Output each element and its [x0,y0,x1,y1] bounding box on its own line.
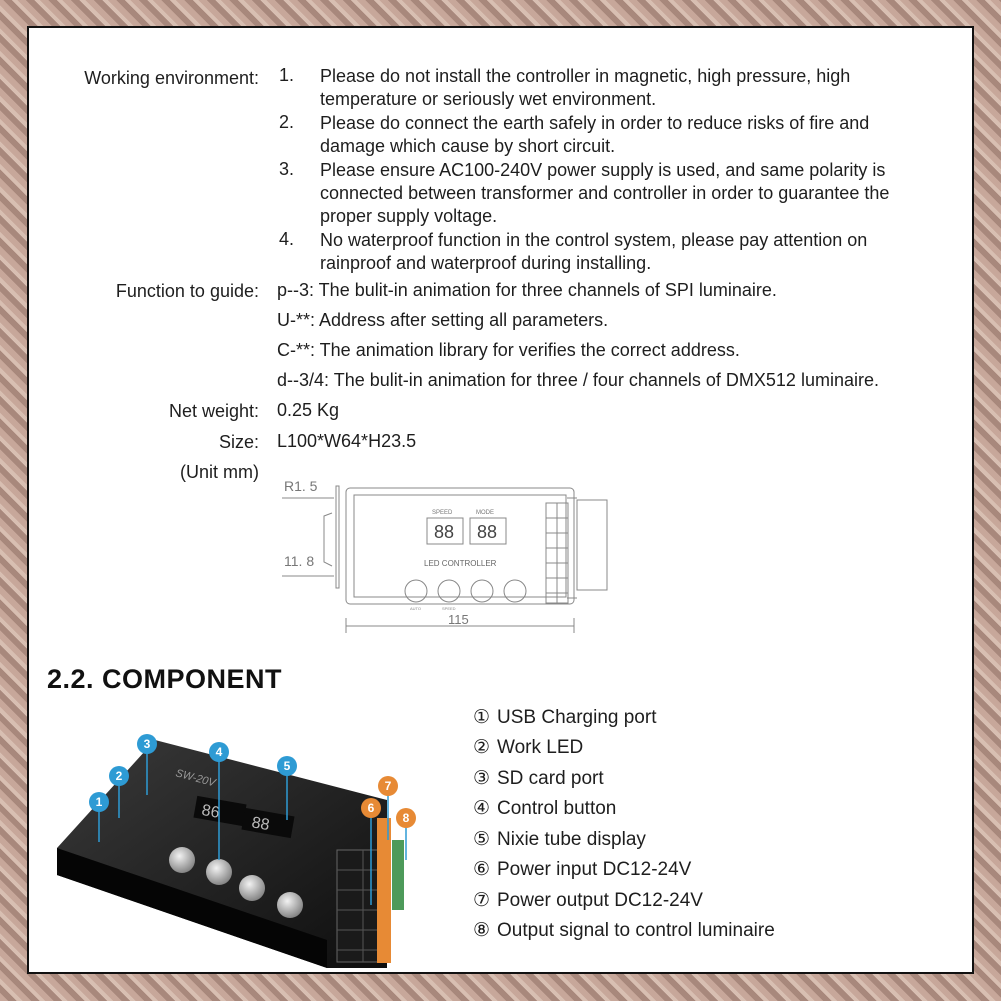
signal-terminal-green [392,840,404,910]
brand-label: SW-20V [174,767,217,790]
spec-sheet [27,26,974,974]
component-item: ③ SD card port [473,768,604,789]
component-item: ④ Control button [473,798,617,819]
svg-text:5: 5 [283,759,291,773]
size-value: L100*W64*H23.5 [277,431,417,451]
auto-text: AUTO [410,606,422,611]
speed-text: SPEED [432,510,453,516]
function-line: C-**: The animation library for verifies the correct address. [277,340,740,360]
svg-text:2: 2 [115,769,123,783]
net-weight-value: 0.25 Kg [277,400,340,420]
radius-dimension: R1. 5 [284,478,318,494]
height-dimension: 11. 8 [284,553,315,569]
power-terminal-orange [377,818,391,963]
width-dimension: 115 [448,612,469,627]
size-label: Size: [218,432,259,452]
list-number: 4. [279,229,295,249]
list-item: No waterproof function in the control system, please pay attention on rainproof and waterproof during installing. [320,230,868,273]
list-item: Please do not install the controller in magnetic, high pressure, high temperature or seriously wet environment. [320,66,851,109]
control-button [206,859,232,885]
product-photo [47,700,427,968]
list-number: 2. [279,112,295,132]
svg-text:3: 3 [143,737,151,751]
component-item: ⑤ Nixie tube display [473,829,646,850]
net-weight-label: Net weight: [168,401,259,421]
component-heading: 2.2. COMPONENT [47,664,283,694]
component-item: ⑧ Output signal to control luminaire [473,920,775,941]
display-digits: 88 [477,522,498,542]
control-button [277,892,303,918]
svg-text:1: 1 [95,795,103,809]
control-button [239,875,265,901]
component-item: ① USB Charging port [473,707,657,728]
list-number: 3. [279,159,295,179]
list-number: 1. [279,65,295,85]
unit-label: (Unit mm) [180,462,259,482]
function-line: p--3: The bulit-in animation for three channels of SPI luminaire. [277,280,777,300]
svg-text:8: 8 [402,811,410,825]
component-item: ② Work LED [473,737,584,758]
svg-text:4: 4 [215,745,223,759]
display-digits: 88 [434,522,455,542]
component-item: ⑥ Power input DC12-24V [473,859,692,880]
list-item: Please do connect the earth safely in order to reduce risks of fire and damage which cause by short circuit. [320,113,870,156]
nixie-display-1: 86 [200,801,221,822]
working-environment-label: Working environment: [84,68,259,88]
mode-text: MODE [476,510,494,516]
speed-button-text: SPEED [442,606,456,611]
svg-text:7: 7 [384,779,392,793]
component-item: ⑦ Power output DC12-24V [473,890,703,911]
list-item: Please ensure AC100-240V power supply is used, and same polarity is connected between transformer and controller in order to guarantee the proper supply voltage. [320,160,890,226]
control-button [169,847,195,873]
function-guide-label: Function to guide: [115,281,259,301]
function-line: U-**: Address after setting all parameters. [277,310,609,330]
led-controller-text: LED CONTROLLER [424,559,497,568]
function-line: d--3/4: The bulit-in animation for three / four channels of DMX512 luminaire. [277,370,879,390]
nixie-display-2: 88 [250,814,271,835]
dimension-drawing [274,458,614,638]
svg-text:6: 6 [367,801,375,815]
